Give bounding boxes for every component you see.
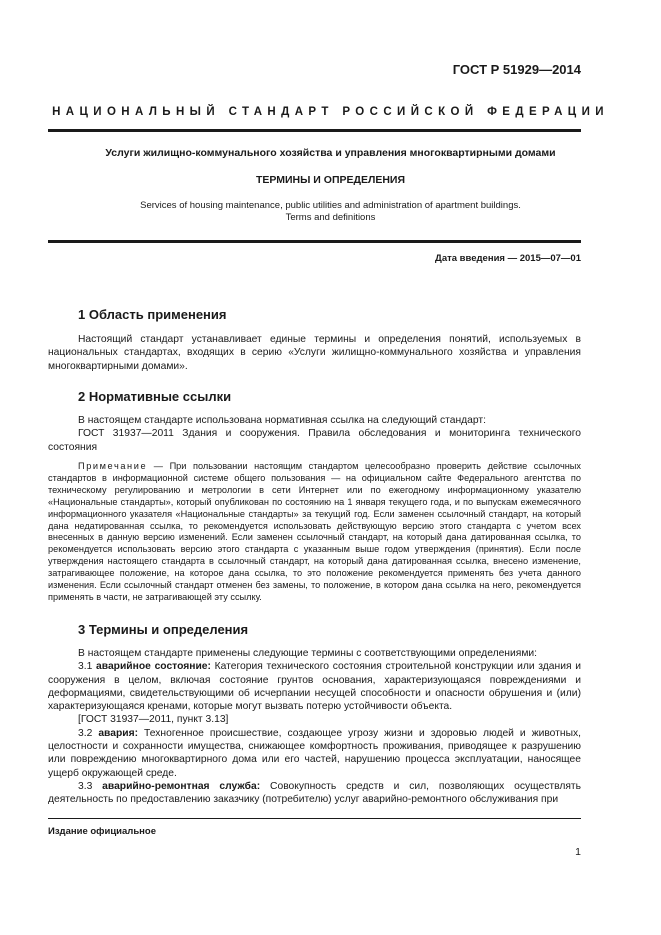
term-3-2-term: авария:: [98, 727, 139, 739]
term-3-3-definition: Совокупность средств и сил, позволяющих осуществлять деятельность по предоставлению заказчику (потребителю) услуг аварийно-ремонтного обслуживания при: [48, 780, 581, 806]
section-3-intro: В настоящем стандарте применены следующие термины с соответствующими определениями:: [78, 648, 538, 659]
document-number: ГОСТ Р 51929—2014: [452, 62, 581, 77]
section-2-note: [48, 461, 581, 604]
note-text: — При пользовании настоящим стандартом целесообразно проверить действие ссылочных стандартов в информационной системе общего пользования — на официальном сайте Федерального агентства по техническому регулированию и метрологии в сети Интернет или по ежегодному информационному указателю «Национальные стандарты», который опубликован по состоянию на 1 января текущего года, и по выпускам ежемесячного информационного указателя «Национальные стандарты» за текущий год. Если заменен ссылочный стандарт, на который дана недатированная ссылка, то рекомендуется использовать действующую версию этого стандарта с учетом всех внесенных в данную версию изменений. Если заменен ссылочный стандарт, на который дана датированная ссылка, то рекомендуется использовать версию этого стандарта с указанным выше годом утверждения (принятия). Если после утверждения настоящего стандарта в ссылочный стандарт, на который дана датированная ссылка, внесено изменение, затрагивающее положение, на которое дана ссылка, то это положение рекомендуется применять без учета данного изменения. Если ссылочный стандарт отменен без замены, то положение, в котором дана ссылка на него, рекомендуется применять в части, не затрагивающей эту ссылку.: [48, 461, 581, 602]
term-3-2-number: 3.2: [78, 727, 99, 739]
term-3-1-reference: [ГОСТ 31937—2011, пункт 3.13]: [78, 714, 229, 726]
title-en-line1: Services of housing maintenance, public utilities and administration of apartment buildings.: [140, 200, 521, 211]
term-3-2: [48, 727, 581, 780]
term-3-1-definition: Категория технического состояния строительной конструкции или здания и сооружения в целом, включая состояние грунтов основания, характеризующаяся повреждениями и деформациями, свидетельствующими об исчерпании несущей способности и опасности обрушения и (или) характеризующаяся кренами, которые могут вызвать потерю устойчивости объекта.: [48, 661, 581, 713]
title-en-line2: Terms and definitions: [285, 212, 376, 223]
section-1-body: [48, 333, 581, 373]
section-2-paragraph-1: В настоящем стандарте использована нормативная ссылка на следующий стандарт:: [78, 415, 486, 426]
note-label: Примечание: [78, 461, 148, 471]
footer-rule: [48, 818, 581, 819]
term-3-3: [48, 780, 581, 807]
section-3-body: [48, 647, 581, 807]
standard-subtitle: ТЕРМИНЫ И ОПРЕДЕЛЕНИЯ: [255, 174, 406, 186]
section-3-title: 3 Термины и определения: [78, 622, 249, 637]
intro-date: Дата введения — 2015—07—01: [435, 253, 581, 264]
title-rule: [48, 240, 581, 243]
page-number: 1: [575, 846, 581, 858]
section-2-paragraph-2: ГОСТ 31937—2011 Здания и сооружения. Правила обследования и мониторинга технического состояния: [48, 428, 581, 453]
section-2-body: [48, 414, 581, 454]
term-3-3-number: 3.3: [78, 780, 103, 792]
section-1-paragraph: Настоящий стандарт устанавливает единые термины и определения понятий, используемых в национальных стандартах, входящих в серию «Услуги жилищно-коммунального хозяйства и управления многоквартирными домами».: [48, 334, 581, 372]
top-rule: [48, 129, 581, 132]
term-3-2-definition: Техногенное происшествие, создающее угрозу жизни и здоровью людей и животных, целостности и сохранности имущества, снижающее комфортность проживания, приводящее к разрушению или повреждению многоквартирного дома или его частей, нарушению процесса эксплуатации, наносящее ущерб окружающей среде.: [48, 727, 581, 779]
standard-title-en: [48, 200, 613, 224]
term-3-1-number: 3.1: [78, 661, 97, 673]
section-2-title: 2 Нормативные ссылки: [78, 389, 232, 404]
national-standard-heading: НАЦИОНАЛЬНЫЙ СТАНДАРТ РОССИЙСКОЙ ФЕДЕРАЦИИ: [52, 106, 609, 118]
term-3-3-term: аварийно-ремонтная служба:: [102, 780, 261, 792]
term-3-1-term: аварийное состояние:: [96, 661, 211, 673]
official-edition-label: Издание официальное: [48, 826, 156, 837]
term-3-1: [48, 660, 581, 713]
standard-title-ru: Услуги жилищно-коммунального хозяйства и управления многоквартирными домами: [105, 147, 556, 159]
section-1-title: 1 Область применения: [78, 307, 227, 322]
